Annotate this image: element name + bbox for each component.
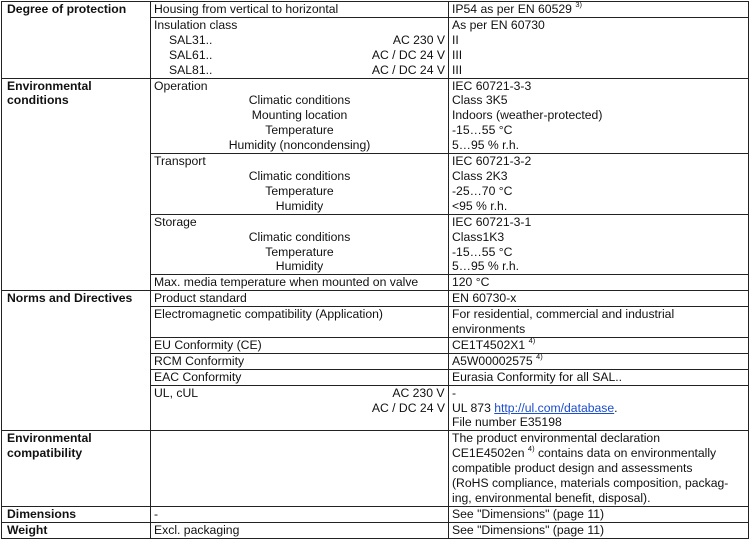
model-row: SAL61.. AC / DC 24 V bbox=[169, 47, 445, 62]
compat-value: The product environmental declaration CE1E4502en $^{4)}$ contains data on environmentally compatible product design and assessments (RoHS compliance, materials composition, packag- ing, environmental benefit, disposal). bbox=[449, 431, 749, 507]
media-temperature-label: Max. media temperature when mounted on valve bbox=[151, 275, 449, 291]
transport-values: IEC 60721-3-2 Class 2K3 -25…70 °C <95 % r.h. bbox=[449, 154, 749, 215]
compat-empty-cell bbox=[151, 431, 449, 507]
table-row bbox=[2, 78, 749, 154]
section-environmental-conditions: Environmental conditions bbox=[2, 78, 151, 291]
insulation-cell bbox=[151, 17, 449, 78]
operation-cell: Operation Climatic conditions Mounting location Temperature Humidity (noncondensing) bbox=[151, 78, 449, 154]
emc-label: Electromagnetic compatibility (Application) bbox=[151, 307, 449, 338]
ul-values: - UL 873 http://ul.com/database. File number E35198 bbox=[449, 385, 749, 431]
transport-cell: Transport Climatic conditions Temperature Humidity bbox=[151, 154, 449, 215]
storage-values: IEC 60721-3-1 Class1K3 -15…55 °C 5…95 % r.h. bbox=[449, 214, 749, 275]
emc-value: For residential, commercial and industrial environments bbox=[449, 307, 749, 338]
storage-cell: Storage Climatic conditions Temperature Humidity bbox=[151, 214, 449, 275]
media-temperature-value: 120 °C bbox=[449, 275, 749, 291]
table-row bbox=[2, 522, 749, 538]
section-weight: Weight bbox=[2, 522, 151, 538]
rcm-conformity-value: A5W00002575 $^{4)}$ bbox=[449, 353, 749, 369]
table-row bbox=[2, 431, 749, 507]
section-degree-of-protection: Degree of protection bbox=[2, 2, 151, 79]
weight-middle: Excl. packaging bbox=[151, 522, 449, 538]
section-dimensions: Dimensions bbox=[2, 506, 151, 522]
ul-ac-voltage: AC 230 V bbox=[392, 386, 445, 401]
eu-conformity-value: CE1T4502X1 $^{4)}$ bbox=[449, 337, 749, 353]
table-row bbox=[2, 506, 749, 522]
housing-value: IP54 as per EN 60529 $^{3)}$ bbox=[449, 2, 749, 18]
ul-database-link[interactable]: http://ul.com/database bbox=[494, 400, 615, 415]
table-row bbox=[2, 291, 749, 307]
model-row: SAL31.. AC 230 V bbox=[169, 32, 445, 47]
specification-table bbox=[1, 1, 749, 539]
dimensions-value: See "Dimensions" (page 11) bbox=[449, 506, 749, 522]
rcm-conformity-label: RCM Conformity bbox=[151, 353, 449, 369]
eac-conformity-value: Eurasia Conformity for all SAL.. bbox=[449, 369, 749, 385]
eu-conformity-label: EU Conformity (CE) bbox=[151, 337, 449, 353]
ul-cell: UL, cUL AC / DC 24 V bbox=[151, 385, 449, 431]
table-row bbox=[2, 2, 749, 18]
section-norms-and-directives: Norms and Directives bbox=[2, 291, 151, 431]
housing-label: Housing from vertical to horizontal bbox=[151, 2, 449, 18]
model-row: SAL81.. AC / DC 24 V bbox=[169, 62, 445, 77]
eac-conformity-label: EAC Conformity bbox=[151, 369, 449, 385]
product-standard-value: EN 60730-x bbox=[449, 291, 749, 307]
dimensions-middle: - bbox=[151, 506, 449, 522]
operation-values: IEC 60721-3-3 Class 3K5 Indoors (weather-protected) -15…55 °C 5…95 % r.h. bbox=[449, 78, 749, 154]
section-environmental-compatibility: Environmental compatibility bbox=[2, 431, 151, 507]
insulation-values: As per EN 60730 II III III bbox=[449, 17, 749, 78]
weight-value: See "Dimensions" (page 11) bbox=[449, 522, 749, 538]
product-standard-label: Product standard bbox=[151, 291, 449, 307]
insulation-label: Insulation class bbox=[154, 17, 238, 32]
